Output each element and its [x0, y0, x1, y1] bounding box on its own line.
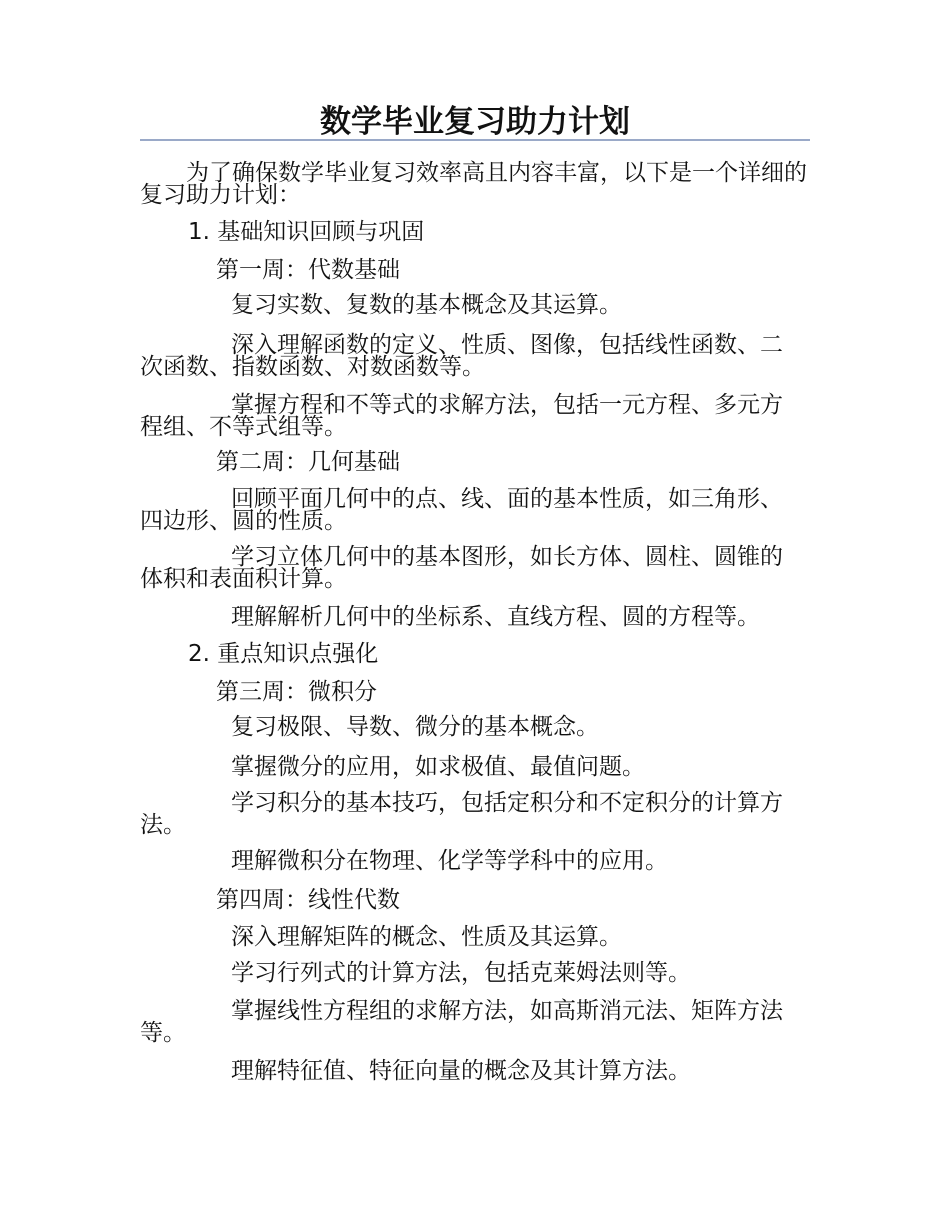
list-item: 掌握线性方程组的求解方法，如高斯消元法、矩阵方法等。: [140, 998, 783, 1046]
list-item: 理解微积分在物理、化学等学科中的应用。: [231, 848, 668, 874]
week-heading-1: 第一周：代数基础: [216, 257, 400, 283]
list-item: 深入理解函数的定义、性质、图像，包括线性函数、二次函数、指数函数、对数函数等。: [140, 332, 783, 380]
intro-paragraph: 为了确保数学毕业复习效率高且内容丰富，以下是一个详细的复习助力计划：: [140, 160, 807, 208]
list-item: 学习立体几何中的基本图形，如长方体、圆柱、圆锥的体积和表面积计算。: [140, 544, 783, 592]
list-item: 回顾平面几何中的点、线、面的基本性质，如三角形、四边形、圆的性质。: [140, 486, 783, 534]
title-underline: [140, 139, 810, 141]
week-heading-4: 第四周：线性代数: [216, 887, 400, 913]
section-heading-2: 2. 重点知识点强化: [188, 641, 379, 667]
week-heading-3: 第三周：微积分: [216, 679, 377, 705]
list-item: 学习积分的基本技巧，包括定积分和不定积分的计算方法。: [140, 790, 783, 838]
list-item: 深入理解矩阵的概念、性质及其运算。: [231, 924, 622, 950]
list-item: 掌握方程和不等式的求解方法，包括一元方程、多元方程组、不等式组等。: [140, 392, 783, 440]
week-heading-2: 第二周：几何基础: [216, 449, 400, 475]
list-item: 复习极限、导数、微分的基本概念。: [231, 714, 599, 740]
section-heading-1: 1. 基础知识回顾与巩固: [188, 219, 425, 245]
document-title: 数学毕业复习助力计划: [320, 104, 630, 140]
list-item: 复习实数、复数的基本概念及其运算。: [231, 292, 622, 318]
list-item: 理解解析几何中的坐标系、直线方程、圆的方程等。: [231, 604, 760, 630]
list-item: 掌握微分的应用，如求极值、最值问题。: [231, 754, 645, 780]
list-item: 理解特征值、特征向量的概念及其计算方法。: [231, 1058, 691, 1084]
list-item: 学习行列式的计算方法，包括克莱姆法则等。: [231, 960, 691, 986]
